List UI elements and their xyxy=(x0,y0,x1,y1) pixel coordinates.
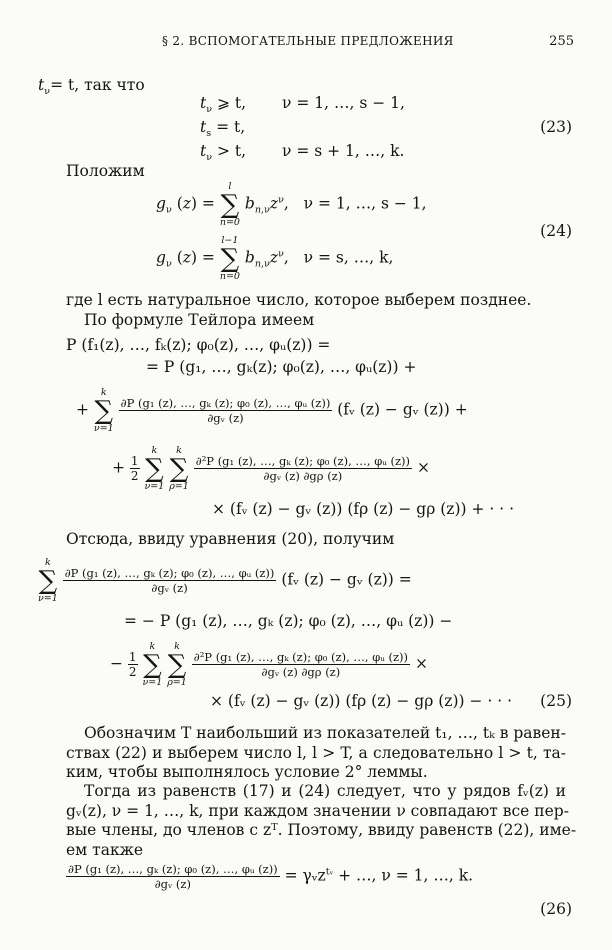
para2-line-1: Тогда из равенств (17) и (24) следует, что у рядов fᵥ(z) и xyxy=(84,782,566,800)
eq25-line-4: × (fᵥ (z) − gᵥ (z)) (fρ (z) − gρ (z)) − · · · xyxy=(210,692,513,710)
po-formule-line: По формуле Тейлора имеем xyxy=(84,311,315,329)
para2-line-3: вые члены, до членов с zᵀ. Поэтому, ввиду равенств (22), име- xyxy=(66,821,577,839)
eq23-row-2: $t_s = t$, xyxy=(200,118,246,140)
otsyuda-line: Отсюда, ввиду уравнения (20), получим xyxy=(66,530,395,548)
eq25-line-1: k ∑ ν=1 $\frac{\text{∂P (g₁ (z), …, gₖ (z); φ₀ (z), …, φᵤ (z))}}{\text{∂gᵥ (z)}}$ (fᵥ (z) − gᵥ (z)) = xyxy=(38,557,412,604)
para1-line-1: Обозначим T наибольший из показателей t₁, …, tₖ в равен- xyxy=(84,724,566,742)
eq23-row-1-range: ν = 1, …, s − 1, xyxy=(282,94,405,112)
eq23-row-3: $t_\nu > t$, xyxy=(200,142,247,164)
page-number: 255 xyxy=(549,34,574,49)
eq25-label: (25) xyxy=(540,692,572,710)
para2-line-4: ем также xyxy=(66,840,144,859)
para1-line-2: ствах (22) и выберем число l, l > T, а следовательно l > t, та- xyxy=(66,743,566,762)
eq24-label: (24) xyxy=(540,222,572,240)
eq23-row-1: $t_\nu$ ⩾ t, xyxy=(200,94,247,116)
running-header xyxy=(0,34,612,52)
eq24-row-1: $g_\nu$ (z) = l ∑ n=0 $b_{n,\nu}z^\nu$, ν = 1, …, s − 1, xyxy=(156,181,427,228)
running-title: § 2. ВСПОМОГАТЕЛЬНЫЕ ПРЕДЛОЖЕНИЯ xyxy=(162,34,454,48)
eq25-line-3: − $\frac{1}{2}$ k ∑ ν=1 k ∑ ρ=1 $\frac{\text{∂²P (g₁ (z), …, gₖ (z); φ₀ (z), …, φᵤ (z))}}{\text{∂gᵥ (z) ∂gρ (z)}}$ × xyxy=(110,641,428,688)
paragraph-1 xyxy=(66,724,566,783)
para1-line-3: ким, чтобы выполнялось условие 2° леммы. xyxy=(66,763,428,781)
t-nu-eq-t: = t, так что xyxy=(50,76,145,94)
taylor-line-3: + k ∑ ν=1 $\frac{\text{∂P (g₁ (z), …, gₖ (z); φ₀ (z), …, φᵤ (z))}}{\text{∂gᵥ (z)}}$ (fᵥ (z) − gᵥ (z)) + xyxy=(76,387,468,434)
paragraph-2 xyxy=(66,782,577,860)
eq26-line: $\frac{\text{∂P (g₁ (z), …, gₖ (z); φ₀ (z), …, φᵤ (z))}}{\text{∂gᵥ (z)}}$ = γᵥz$^{tᵥ}$ + …, ν = 1, …, k. xyxy=(68,862,474,891)
eq23-label: (23) xyxy=(540,118,572,136)
para2-line-2: gᵥ(z), ν = 1, …, k, при каждом значении ν совпадают все пер- xyxy=(66,801,569,820)
eq24-row-2: $g_\nu$ (z) = l−1 ∑ n=0 $b_{n,\nu}z^\nu$, ν = s, …, k, xyxy=(156,235,394,282)
eq26-label: (26) xyxy=(540,900,572,918)
eq23-row-3-range: ν = s + 1, …, k. xyxy=(282,142,405,160)
polozhim: Положим xyxy=(66,162,145,180)
taylor-line-5: × (fᵥ (z) − gᵥ (z)) (fρ (z) − gρ (z)) + · · · xyxy=(212,500,515,518)
text-line: $t_\nu= t$, так что xyxy=(38,76,145,98)
eq25-line-2: = − P (g₁ (z), …, gₖ (z); φ₀ (z), …, φᵤ (z)) − xyxy=(124,612,453,630)
taylor-line-4: + $\frac{1}{2}$ k ∑ ν=1 k ∑ ρ=1 $\frac{\text{∂²P (g₁ (z), …, gₖ (z); φ₀ (z), …, φᵤ (z))}}{\text{∂gᵥ (z) ∂gρ (z)}}$ × xyxy=(112,445,430,492)
taylor-line-1: P (f₁(z), …, fₖ(z); φ₀(z), …, φᵤ(z)) = xyxy=(66,336,331,354)
taylor-line-2: = P (g₁, …, gₖ(z); φ₀(z), …, φᵤ(z)) + xyxy=(146,358,417,376)
gde-l-line: где l есть натуральное число, которое выберем позднее. xyxy=(66,291,532,309)
